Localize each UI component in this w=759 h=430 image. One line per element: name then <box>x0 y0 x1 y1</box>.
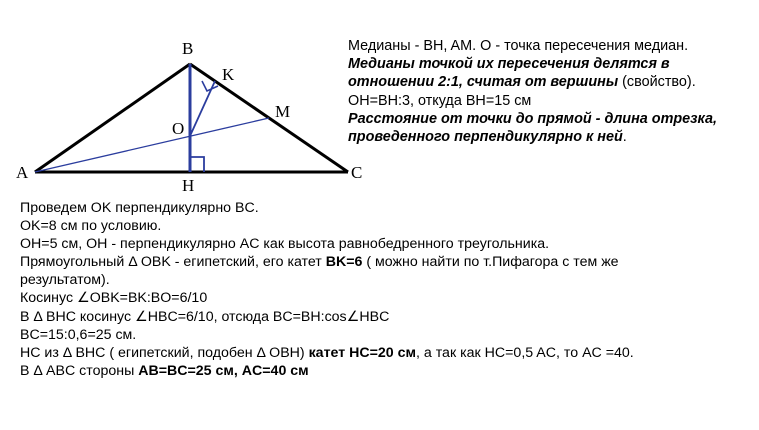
right-angle-mark-h <box>190 157 204 172</box>
solution-bold: катет HC=20 см <box>308 344 416 361</box>
solution-line: BC=15:0,6=25 см. <box>20 326 137 343</box>
note-plain: . <box>622 129 627 146</box>
note-line <box>348 73 753 91</box>
solution-line: Проведем OK перпендикулярно BC. <box>20 200 259 216</box>
side-ab <box>35 64 190 172</box>
solution-plain: , а так как HC=0,5 AC, то AC =40. <box>416 344 634 361</box>
solution-line: Косинус ∠OBK=BK:BO=6/10 <box>20 290 208 307</box>
note-line: Медианы точкой их пересечения делятся в <box>348 56 670 73</box>
right-notes <box>348 37 753 146</box>
label-point-b: B <box>182 39 194 58</box>
solution-bold: BK=6 <box>325 254 363 271</box>
solution-bold: AB=BC=25 см, AC=40 см <box>138 362 309 379</box>
solution-line: OH=5 см, OH - перпендикулярно AC как высота равнобедренного треугольника. <box>20 236 550 253</box>
solution-plain: Прямоугольный Δ OBK - египетский, его катет <box>20 254 326 271</box>
solution-line: В Δ BHC косинус ∠HBC=6/10, отсюда BC=BH:cos∠HBC <box>20 308 390 325</box>
solution-line: результатом). <box>20 272 110 289</box>
note-line: Расстояние от точки до прямой - длина отрезка, <box>348 110 717 127</box>
label-point-m: M <box>275 102 291 121</box>
note-plain: (свойство). <box>618 74 696 91</box>
median-am <box>35 118 269 172</box>
solution-plain: В Δ ABC стороны <box>20 362 139 379</box>
label-point-k: K <box>222 65 235 84</box>
solution-line: OK=8 см по условию. <box>20 218 162 235</box>
solution-line <box>20 344 755 362</box>
solution-plain: HC из Δ BHC ( египетский, подобен Δ OBH) <box>20 344 309 361</box>
solution-plain: ( можно найти по т.Пифагора с тем же <box>362 254 619 271</box>
label-point-o: O <box>172 119 185 138</box>
note-bold: отношении 2:1, считая от вершины <box>348 74 619 91</box>
solution-line <box>20 362 755 380</box>
note-line <box>348 128 753 146</box>
label-point-c: C <box>351 163 363 182</box>
label-point-h: H <box>182 176 195 195</box>
note-line: OH=BH:3, откуда BH=15 см <box>348 92 532 109</box>
solution-text <box>20 199 755 380</box>
solution-line <box>20 253 755 271</box>
note-bold: проведенного перпендикулярно к ней <box>348 129 623 146</box>
label-point-a: A <box>16 163 29 182</box>
note-line: Медианы - BH, AM. O - точка пересечения медиан. <box>348 38 689 54</box>
